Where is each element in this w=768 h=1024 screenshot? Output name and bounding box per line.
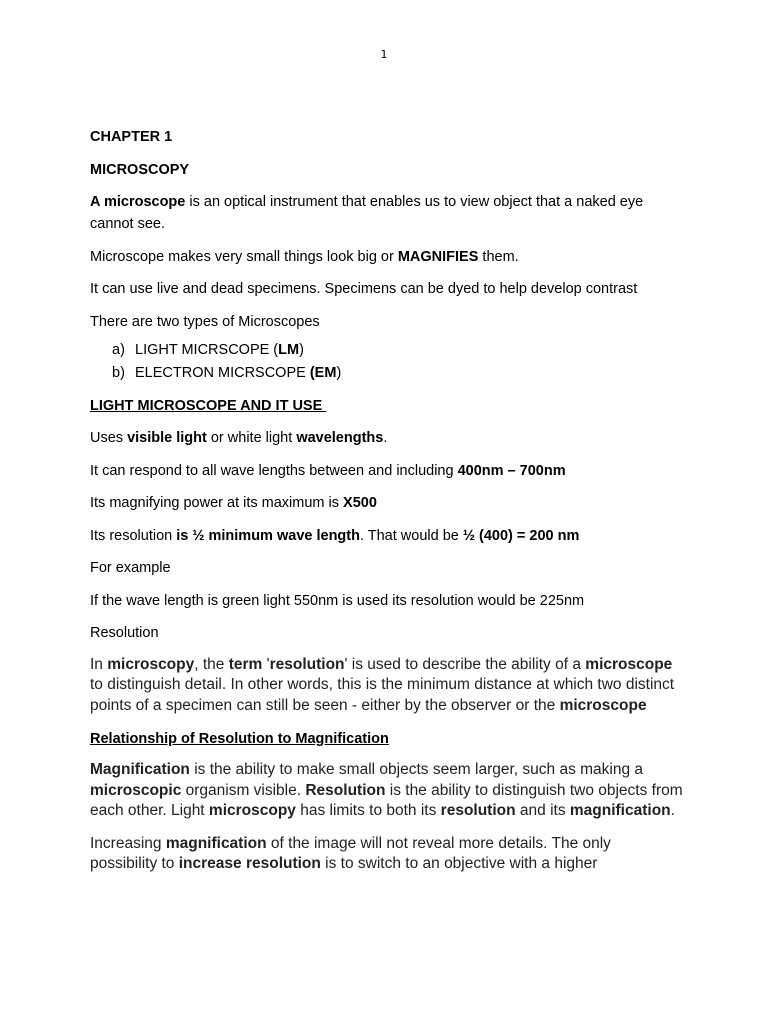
chapter-label: CHAPTER 1 (90, 129, 173, 145)
list-item: b) ELECTRON MICRSCOPE (EM) (112, 364, 342, 381)
chapter-title: MICROSCOPY (90, 161, 190, 178)
resolution-definition-paragraph: In microscopy, the term 'resolution' is used to describe the ability of a microscope to distinguish detail. In other words, this is the minimum distance at which two distinct points of a specimen can still be seen - either by the observer or the microscope (90, 655, 675, 714)
specimens-paragraph: It can use live and dead specimens. Specimens can be dyed to help develop contrast (90, 281, 638, 297)
page-content (90, 126, 690, 887)
microscope-types-list (90, 339, 690, 385)
magnifies-paragraph: Microscope makes very small things look big or MAGNIFIES them. (90, 248, 519, 265)
wavelength-range-paragraph: It can respond to all wave lengths between and including 400nm – 700nm (90, 462, 566, 479)
light-microscope-heading: LIGHT MICROSCOPE AND IT USE (90, 397, 327, 414)
relationship-heading: Relationship of Resolution to Magnification (90, 731, 389, 747)
page-number: 1 (380, 48, 388, 61)
magnifying-power-paragraph: Its magnifying power at its maximum is X500 (90, 495, 377, 511)
uses-paragraph: Uses visible light or white light wavelengths. (90, 430, 388, 446)
definition-paragraph: A microscope is an optical instrument that enables us to view object that a naked eye cannot see. (90, 194, 644, 232)
for-example-label: For example (90, 560, 171, 576)
magnification-paragraph: Magnification is the ability to make small objects seem larger, such as making a microscopic organism visible. Resolution is the ability to distinguish two objects from each other. Light microscopy has limits to both its resolution and its magnification. (90, 761, 683, 819)
resolution-paragraph: Its resolution is ½ minimum wave length. That would be ½ (400) = 200 nm (90, 527, 580, 544)
types-intro: There are two types of Microscopes (90, 313, 320, 330)
list-item: a) LIGHT MICRSCOPE (LM) (112, 341, 304, 358)
resolution-label: Resolution (90, 625, 159, 641)
example-paragraph: If the wave length is green light 550nm is used its resolution would be 225nm (90, 592, 585, 609)
increasing-magnification-paragraph: Increasing magnification of the image will not reveal more details. The only possibility to increase resolution is to switch to an objective with a higher (90, 834, 611, 872)
